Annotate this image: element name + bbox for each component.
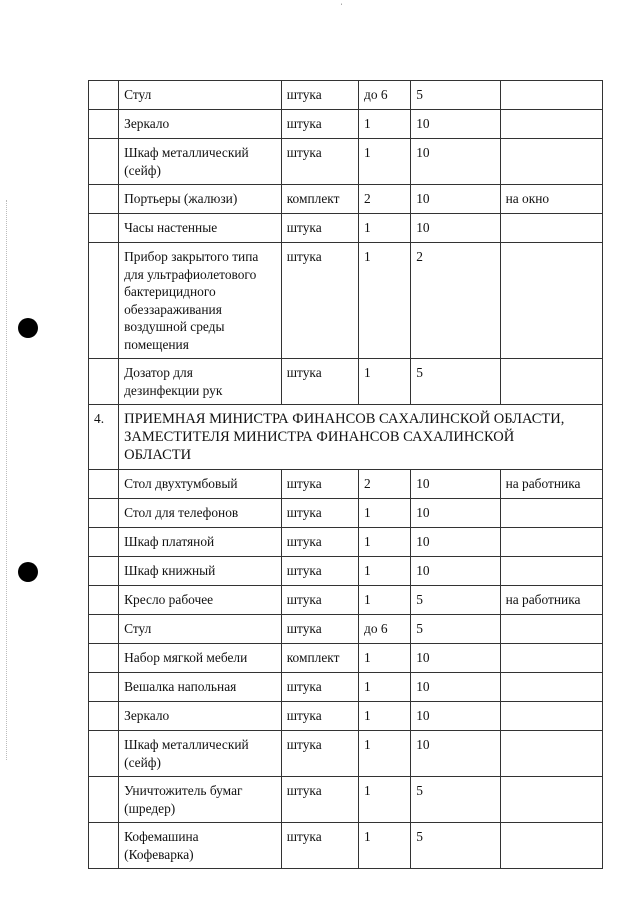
item-name: Зеркало: [119, 110, 282, 139]
table-row: [89, 81, 603, 110]
item-note: [500, 702, 602, 731]
item-quantity: 1: [359, 139, 411, 185]
item-quantity: 1: [359, 359, 411, 405]
item-service-term: 10: [411, 673, 500, 702]
item-name: Прибор закрытого типа для ультрафиолетового бактерицидного обеззараживания воздушной среды помещения: [119, 243, 282, 359]
row-number: [89, 557, 119, 586]
item-unit: штука: [281, 214, 358, 243]
item-service-term: 10: [411, 470, 500, 499]
item-name: Стол для телефонов: [119, 499, 282, 528]
table-row: [89, 110, 603, 139]
item-unit: штука: [281, 528, 358, 557]
item-name: Дозатор для дезинфекции рук: [119, 359, 282, 405]
item-unit: штука: [281, 359, 358, 405]
item-unit: штука: [281, 586, 358, 615]
row-number: [89, 185, 119, 214]
item-unit: штука: [281, 673, 358, 702]
table-row: [89, 139, 603, 185]
table-row: [89, 673, 603, 702]
item-quantity: 1: [359, 777, 411, 823]
section-header-row: [89, 405, 603, 470]
item-service-term: 5: [411, 615, 500, 644]
row-number: [89, 731, 119, 777]
row-number: [89, 644, 119, 673]
item-note: [500, 139, 602, 185]
item-service-term: 10: [411, 110, 500, 139]
item-name: Кресло рабочее: [119, 586, 282, 615]
item-note: [500, 528, 602, 557]
item-quantity: 1: [359, 557, 411, 586]
item-note: [500, 777, 602, 823]
table-row: [89, 702, 603, 731]
item-name: Уничтожитель бумаг (шредер): [119, 777, 282, 823]
row-number: [89, 615, 119, 644]
row-number: [89, 139, 119, 185]
binding-edge: [0, 200, 7, 760]
item-service-term: 5: [411, 81, 500, 110]
item-note: [500, 110, 602, 139]
item-quantity: 1: [359, 644, 411, 673]
table-row: [89, 586, 603, 615]
item-note: [500, 644, 602, 673]
item-unit: штука: [281, 470, 358, 499]
item-note: на работника: [500, 470, 602, 499]
item-service-term: 2: [411, 243, 500, 359]
item-note: на работника: [500, 586, 602, 615]
table-row: [89, 359, 603, 405]
item-quantity: 2: [359, 470, 411, 499]
item-note: [500, 731, 602, 777]
table-row: [89, 777, 603, 823]
row-number: [89, 586, 119, 615]
item-service-term: 10: [411, 702, 500, 731]
row-number: [89, 499, 119, 528]
row-number: [89, 823, 119, 869]
table-row: [89, 214, 603, 243]
table-row: [89, 528, 603, 557]
item-quantity: до 6: [359, 615, 411, 644]
item-quantity: 1: [359, 586, 411, 615]
item-service-term: 10: [411, 499, 500, 528]
item-service-term: 5: [411, 777, 500, 823]
item-note: [500, 673, 602, 702]
item-service-term: 10: [411, 185, 500, 214]
row-number: [89, 702, 119, 731]
item-unit: комплект: [281, 185, 358, 214]
row-number: [89, 470, 119, 499]
scan-mark: ˈ: [340, 2, 343, 12]
item-quantity: 1: [359, 702, 411, 731]
item-unit: штука: [281, 139, 358, 185]
table-row: [89, 185, 603, 214]
item-unit: штука: [281, 110, 358, 139]
item-quantity: 1: [359, 499, 411, 528]
item-quantity: 1: [359, 823, 411, 869]
item-name: Зеркало: [119, 702, 282, 731]
inventory-table-body: [89, 81, 603, 869]
item-unit: штука: [281, 499, 358, 528]
item-unit: штука: [281, 81, 358, 110]
item-quantity: до 6: [359, 81, 411, 110]
item-name: Стул: [119, 615, 282, 644]
item-service-term: 10: [411, 644, 500, 673]
item-name: Шкаф платяной: [119, 528, 282, 557]
item-unit: штука: [281, 615, 358, 644]
item-service-term: 5: [411, 586, 500, 615]
item-note: [500, 81, 602, 110]
table-row: [89, 731, 603, 777]
item-note: [500, 359, 602, 405]
item-name: Стул: [119, 81, 282, 110]
row-number: [89, 110, 119, 139]
item-name: Шкаф книжный: [119, 557, 282, 586]
item-service-term: 10: [411, 139, 500, 185]
item-note: [500, 214, 602, 243]
item-note: [500, 499, 602, 528]
table-row: [89, 499, 603, 528]
item-note: [500, 823, 602, 869]
item-service-term: 10: [411, 528, 500, 557]
item-quantity: 1: [359, 110, 411, 139]
item-quantity: 1: [359, 214, 411, 243]
item-unit: штука: [281, 777, 358, 823]
item-name: Портьеры (жалюзи): [119, 185, 282, 214]
item-quantity: 1: [359, 731, 411, 777]
table-row: [89, 615, 603, 644]
table-row: [89, 557, 603, 586]
item-service-term: 5: [411, 823, 500, 869]
item-name: Вешалка напольная: [119, 673, 282, 702]
table-row: [89, 823, 603, 869]
item-name: Часы настенные: [119, 214, 282, 243]
item-name: Кофемашина (Кофеварка): [119, 823, 282, 869]
row-number: [89, 359, 119, 405]
item-name: Стол двухтумбовый: [119, 470, 282, 499]
item-note: [500, 615, 602, 644]
row-number: [89, 243, 119, 359]
punch-hole-lower: [18, 562, 38, 582]
inventory-table: [88, 80, 603, 869]
table-row: [89, 644, 603, 673]
punch-hole-upper: [18, 318, 38, 338]
item-name: Набор мягкой мебели: [119, 644, 282, 673]
row-number: [89, 777, 119, 823]
item-note: [500, 243, 602, 359]
item-quantity: 1: [359, 528, 411, 557]
item-unit: штука: [281, 243, 358, 359]
item-service-term: 10: [411, 557, 500, 586]
row-number: [89, 528, 119, 557]
item-quantity: 1: [359, 673, 411, 702]
item-service-term: 5: [411, 359, 500, 405]
row-number: [89, 673, 119, 702]
table-row: [89, 470, 603, 499]
section-title: ПРИЕМНАЯ МИНИСТРА ФИНАНСОВ САХАЛИНСКОЙ ОБЛАСТИ, ЗАМЕСТИТЕЛЯ МИНИСТРА ФИНАНСОВ САХАЛИНСКОЙ ОБЛАСТИ: [119, 405, 603, 470]
table-row: [89, 243, 603, 359]
item-note: на окно: [500, 185, 602, 214]
section-number: 4.: [89, 405, 119, 470]
item-quantity: 2: [359, 185, 411, 214]
item-unit: комплект: [281, 644, 358, 673]
item-unit: штука: [281, 731, 358, 777]
item-service-term: 10: [411, 214, 500, 243]
item-unit: штука: [281, 702, 358, 731]
item-name: Шкаф металлический (сейф): [119, 731, 282, 777]
item-name: Шкаф металлический (сейф): [119, 139, 282, 185]
row-number: [89, 214, 119, 243]
item-quantity: 1: [359, 243, 411, 359]
item-unit: штука: [281, 823, 358, 869]
row-number: [89, 81, 119, 110]
item-service-term: 10: [411, 731, 500, 777]
item-note: [500, 557, 602, 586]
item-unit: штука: [281, 557, 358, 586]
